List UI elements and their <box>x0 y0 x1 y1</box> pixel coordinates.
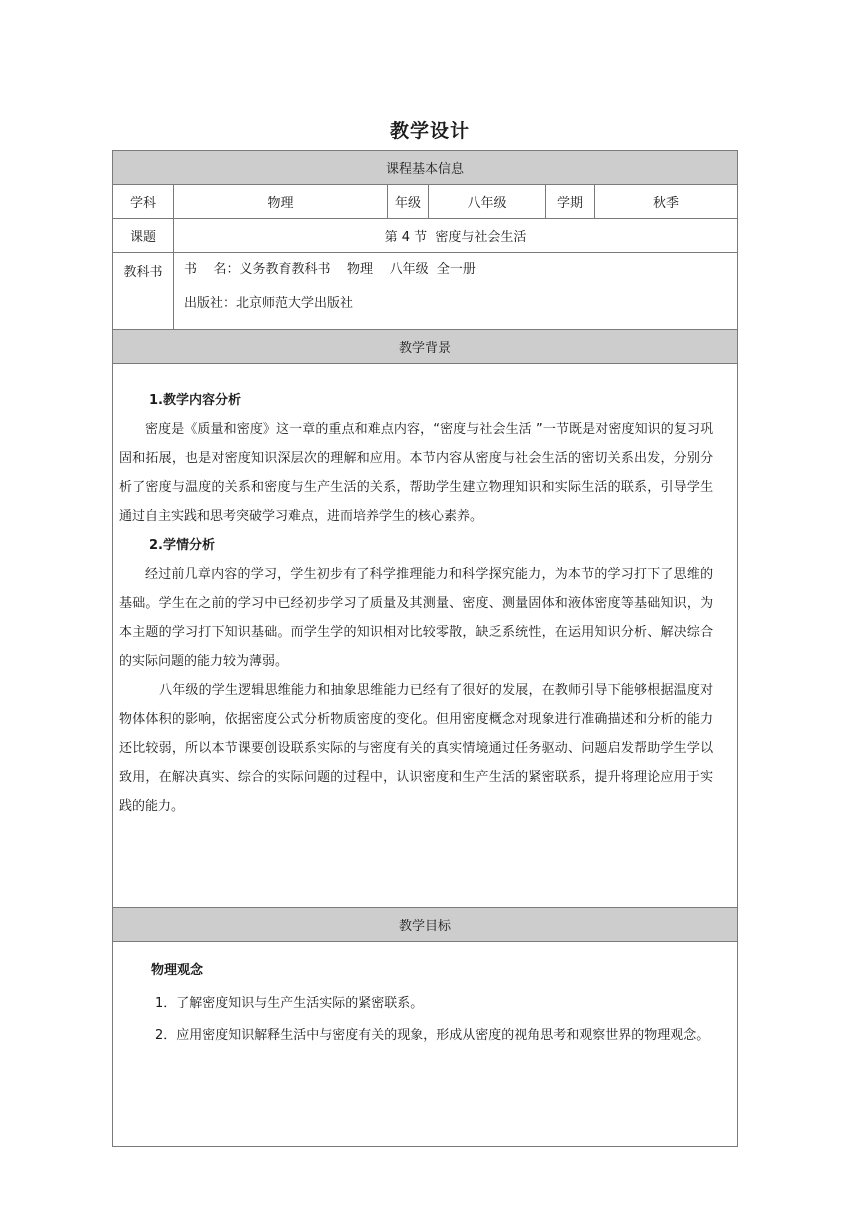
objective-item-2: 2．应用密度知识解释生活中与密度有关的现象，形成从密度的视角思考和观察世界的物理观念。 <box>155 1028 710 1043</box>
background-header: 教学背景 <box>113 330 738 364</box>
textbook-publisher-line: 出版社：北京师范大学出版社 <box>184 296 354 311</box>
content-analysis-text: 密度是《质量和密度》这一章的重点和难点内容，“密度与社会生活 ”一节既是对密度知识的复习巩固和拓展，也是对密度知识深层次的理解和应用。本节内容从密度与社会生活的密切关系出发，分别分析了密度与温度的关系和密度与生产生活的关系，帮助学生建立物理知识和实际生活的联系，引导学生通过自主实践和思考突破学习难点，进而培养学生的核心素养。 <box>119 422 714 524</box>
basic-info-header: 课程基本信息 <box>113 151 738 185</box>
subject-value: 物理 <box>174 185 388 219</box>
term-label: 学期 <box>546 185 595 219</box>
subject-label: 学科 <box>113 185 174 219</box>
textbook-label: 教科书 <box>113 253 174 330</box>
objectives-body <box>113 942 738 1147</box>
objective-item-1: 1．了解密度知识与生产生活实际的紧密联系。 <box>155 996 424 1011</box>
objectives-header: 教学目标 <box>113 908 738 942</box>
lesson-design-table <box>112 150 738 1147</box>
physics-concept-heading: 物理观念 <box>151 963 204 978</box>
student-analysis-text-1: 经过前几章内容的学习，学生初步有了科学推理能力和科学探究能力，为本节的学习打下了思维的基础。学生在之前的学习中已经初步学习了质量及其测量、密度、测量固体和液体密度等基础知识，为本主题的学习打下知识基础。而学生学的知识相对比较零散，缺乏系统性，在运用知识分析、解决综合的实际问题的能力较为薄弱。 <box>119 567 714 669</box>
grade-label: 年级 <box>388 185 429 219</box>
term-value: 秋季 <box>595 185 738 219</box>
textbook-info <box>174 253 738 330</box>
content-analysis-heading: 1.教学内容分析 <box>149 393 241 408</box>
topic-label: 课题 <box>113 219 174 253</box>
student-analysis-heading: 2.学情分析 <box>149 538 215 553</box>
page-title: 教学设计 <box>389 120 470 142</box>
topic-value: 第 4 节 密度与社会生活 <box>174 219 738 253</box>
textbook-name-line: 书 名：义务教育教科书 物理 八年级 全一册 <box>184 262 476 277</box>
background-body <box>113 364 738 908</box>
grade-value: 八年级 <box>429 185 546 219</box>
student-analysis-text-2: 八年级的学生逻辑思维能力和抽象思维能力已经有了很好的发展，在教师引导下能够根据温度对物体体积的影响，依据密度公式分析物质密度的变化。但用密度概念对现象进行准确描述和分析的能力还比较弱，所以本节课要创设联系实际的与密度有关的真实情境通过任务驱动、问题启发帮助学生学以致用，在解决真实、综合的实际问题的过程中，认识密度和生产生活的紧密联系，提升将理论应用于实践的能力。 <box>119 683 714 814</box>
